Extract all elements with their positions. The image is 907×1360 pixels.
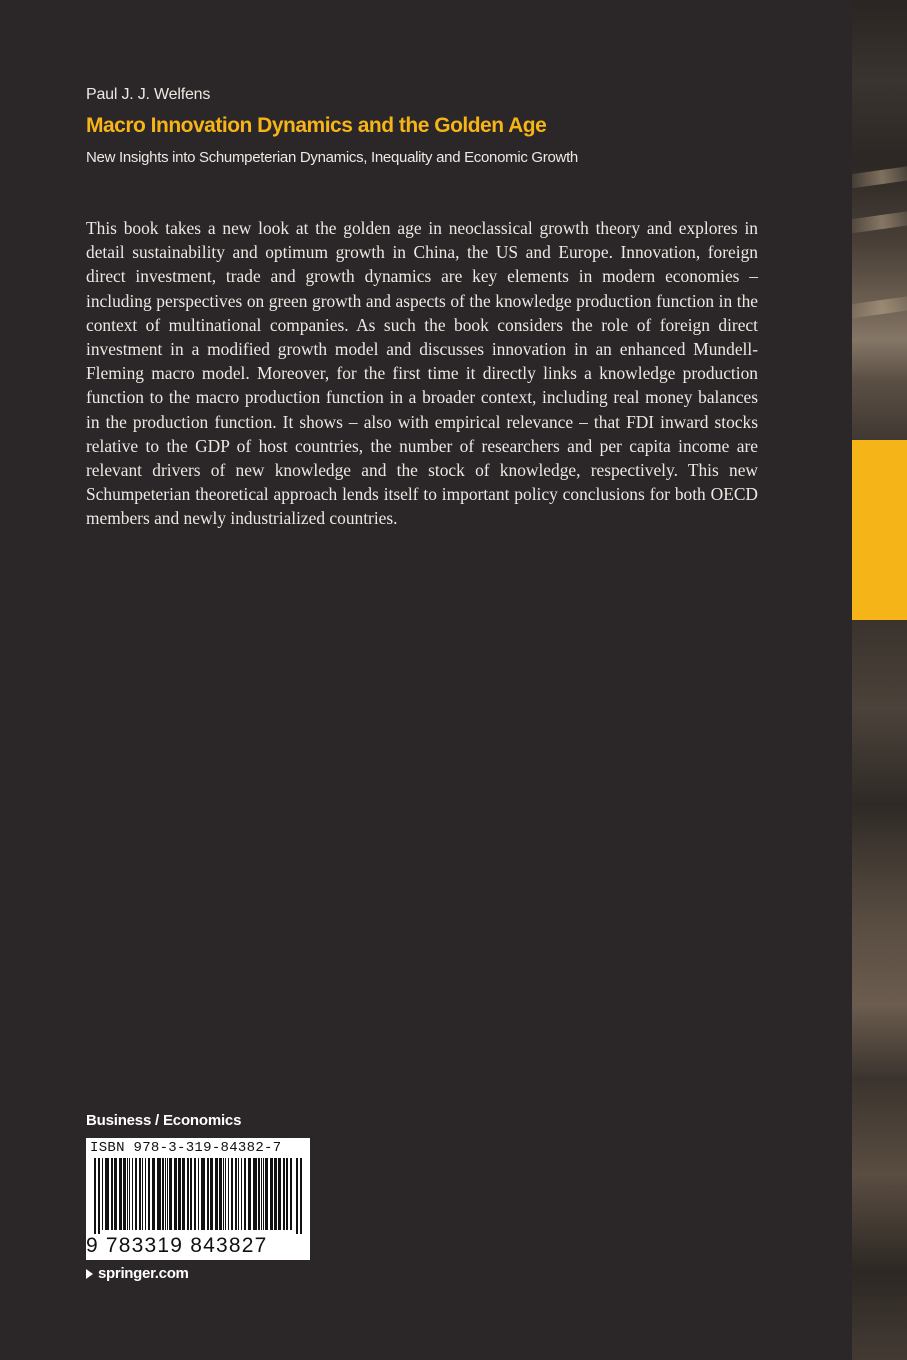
subject-category: Business / Economics [86,1112,242,1129]
barcode-bar [123,1158,126,1230]
barcode-bar [129,1158,130,1230]
barcode-bar [152,1158,155,1230]
barcode-bar [167,1158,168,1230]
barcode-bar [190,1158,192,1230]
isbn-barcode [86,1138,310,1260]
barcode-bar [248,1158,251,1230]
barcode-bar [286,1158,288,1230]
barcode-bar [102,1158,103,1230]
barcode-bar [157,1158,161,1230]
barcode-bar [194,1158,196,1230]
publisher-website[interactable] [86,1265,189,1282]
barcode-bar [231,1158,233,1230]
barcode-bar [244,1158,246,1230]
spine-accent-band [852,440,907,620]
barcode-bar [283,1158,285,1230]
barcode-guard-bar [94,1158,96,1234]
barcode-bar [127,1158,128,1230]
barcode-bar [225,1158,226,1230]
barcode-bar [201,1158,205,1230]
barcode-bar [148,1158,150,1230]
barcode-bar [187,1158,189,1230]
barcode-bar [198,1158,199,1230]
barcode-bar [263,1158,264,1230]
book-description: This book takes a new look at the golden age in neoclassical growth theory and explores in detail sustainability and optimum growth in China, the US and Europe. Innovation, foreign direct investment, trade and growth dynamics are key elements in modern economies – including perspectives on green growth and aspects of the knowledge production function in the context of multinational companies. As such the book considers the role of foreign direct investment in a modified growth model and discusses innovation in an enhanced Mundell-Fleming macro model. Moreover, for the first time it directly links a knowledge production function to the macro production function in a broader context, including real money balances in the production function. It shows – also with empirical relevance – that FDI inward stocks relative to the GDP of host countries, the number of researchers and per capita income are relevant drivers of new knowledge and the stock of knowledge, respectively. This new Schumpeterian theoretical approach lends itself to important policy conclusions for both OECD members and newly industrialized countries. [86,218,758,529]
barcode-bar [135,1158,137,1230]
barcode-bar [215,1158,218,1230]
book-title: Macro Innovation Dynamics and the Golden Age [86,114,547,137]
barcode-bar [114,1158,117,1230]
barcode-bar [261,1158,262,1230]
barcode-bar [174,1158,177,1230]
barcode-bar [207,1158,209,1230]
barcode-bar [258,1158,260,1230]
spine-photo-lower [852,620,907,1360]
barcode-bar [290,1158,292,1230]
barcode-bar [165,1158,166,1230]
barcode-bar [238,1158,239,1230]
barcode-bar [119,1158,122,1230]
ean-digits: 9 783319 843827 [86,1234,268,1257]
book-subtitle: New Insights into Schumpeterian Dynamics, Inequality and Economic Growth [86,149,578,166]
barcode-bar [132,1158,133,1230]
publisher-website-label: springer.com [98,1265,189,1282]
barcode-bar [162,1158,164,1230]
barcode-guard-bar [98,1158,100,1234]
barcode-bar [235,1158,237,1230]
barcode-bar [182,1158,185,1230]
barcode-bar [111,1158,113,1230]
barcode-bar [169,1158,172,1230]
barcode-guard-bar [300,1158,302,1234]
barcode-bar [145,1158,146,1230]
barcode-bar [278,1158,281,1230]
play-arrow-icon [86,1269,93,1279]
barcode-bar [139,1158,141,1230]
barcode-bar [178,1158,181,1230]
barcode-bar [105,1158,109,1230]
barcode-bar [142,1158,143,1230]
barcode-bar [210,1158,213,1230]
isbn-label: ISBN 978-3-319-84382-7 [90,1140,282,1156]
barcode-bar [265,1158,268,1230]
barcode-bars [86,1158,310,1234]
barcode-bar [219,1158,222,1230]
barcode-bar [274,1158,277,1230]
barcode-bar [270,1158,273,1230]
barcode-bar [241,1158,242,1230]
barcode-bar [228,1158,229,1230]
author-name: Paul J. J. Welfens [86,86,211,103]
barcode-bar [253,1158,257,1230]
barcode-bar [223,1158,224,1230]
barcode-guard-bar [296,1158,298,1234]
